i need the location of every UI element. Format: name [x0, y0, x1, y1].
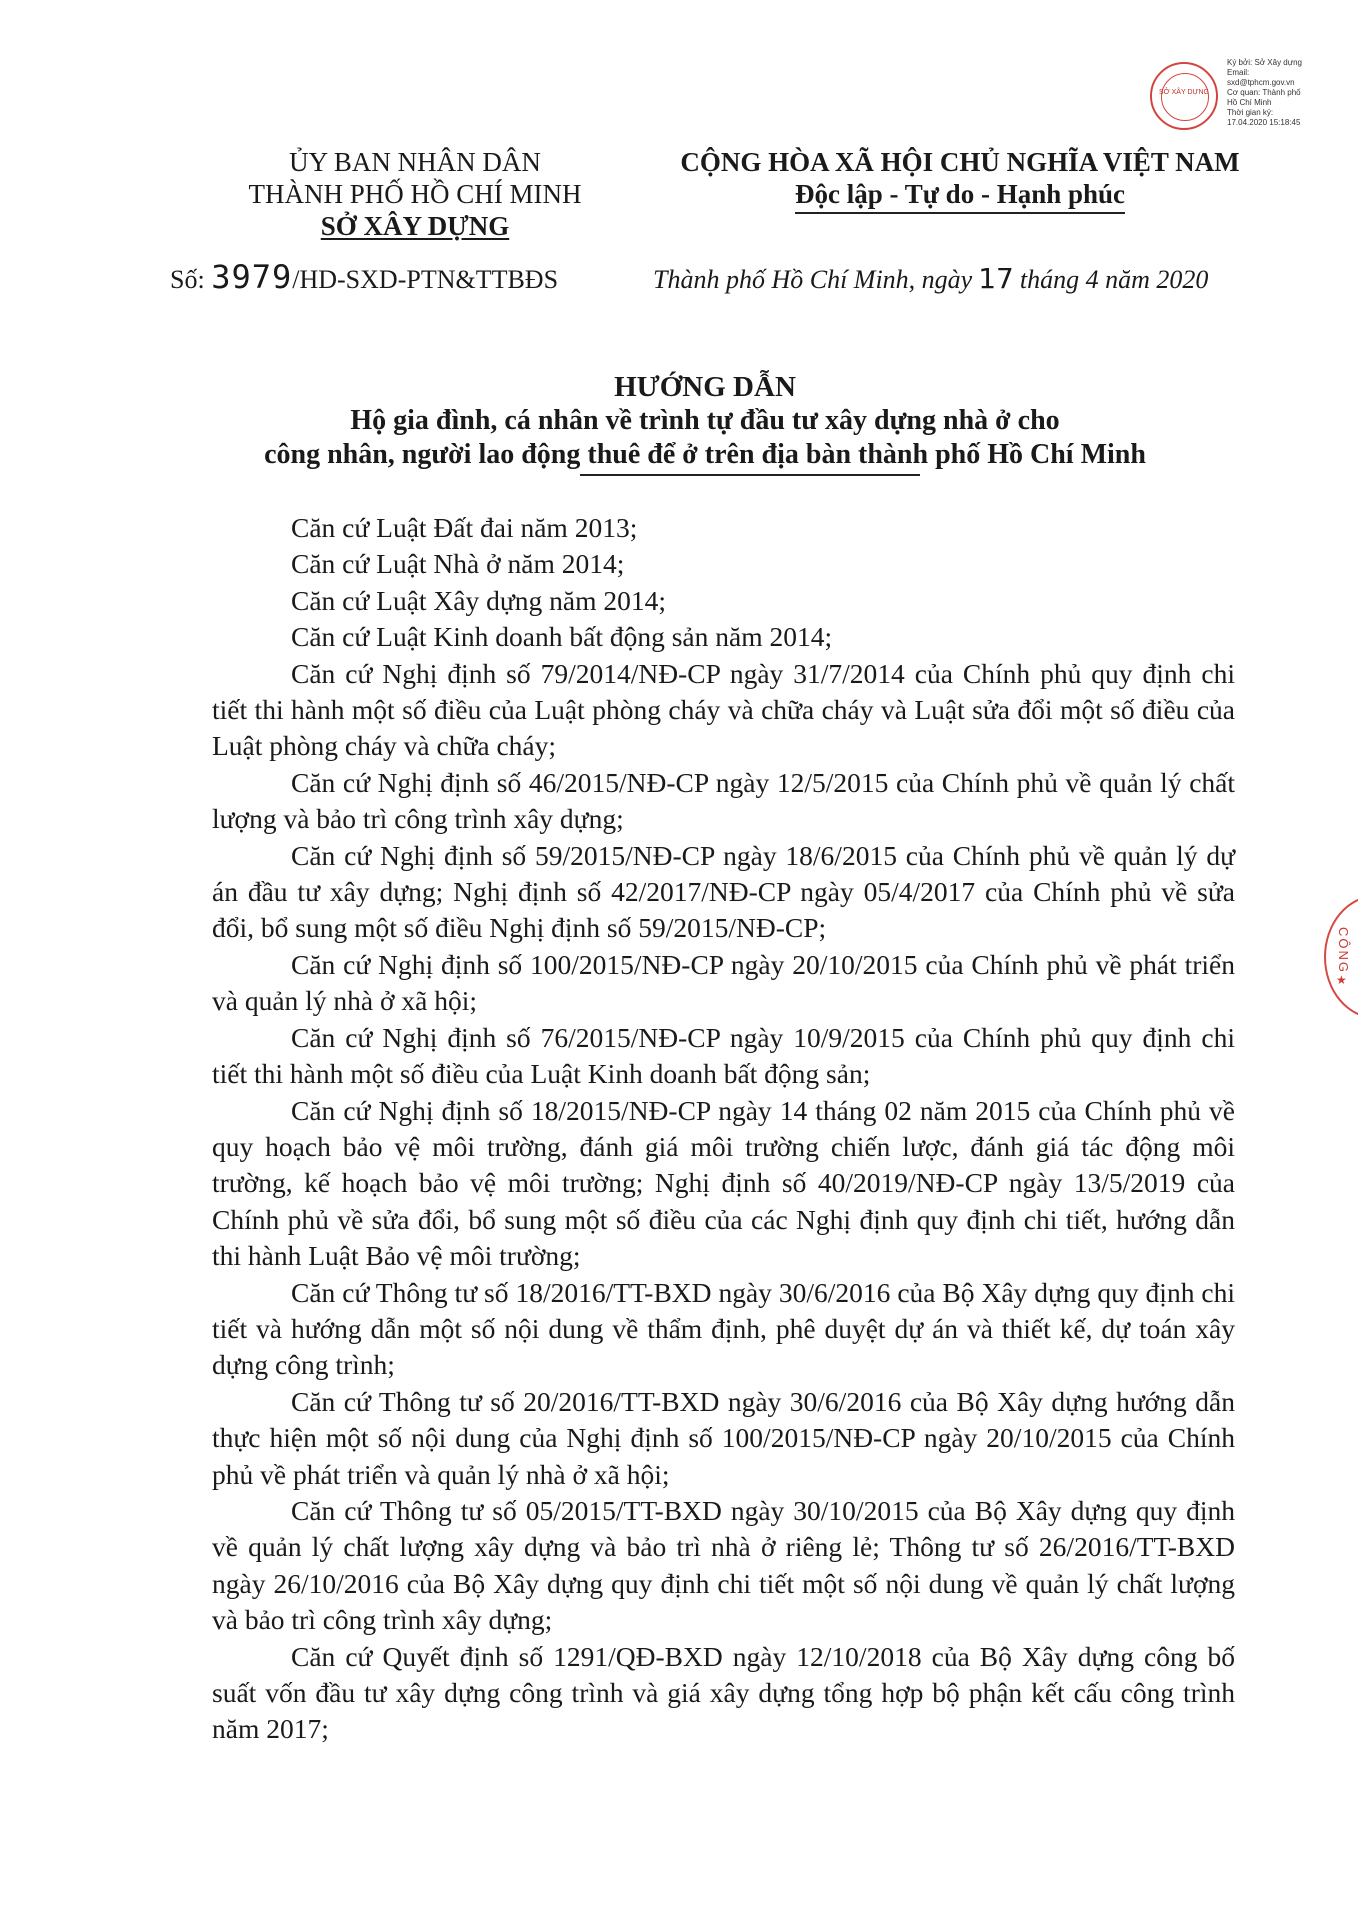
legal-basis-body [212, 510, 1235, 1748]
national-motto: Độc lập - Tự do - Hạnh phúc [795, 178, 1125, 214]
signature-info [1227, 58, 1352, 128]
legal-basis-paragraph: Căn cứ Luật Xây dựng năm 2014; [291, 584, 667, 616]
agency-line: ỦY BAN NHÂN DÂN [289, 147, 541, 177]
nation-name: CỘNG HÒA XÃ HỘI CHỦ NGHĨA VIỆT NAM [680, 147, 1240, 177]
document-number [170, 258, 558, 296]
seal-edge-text: CÔNG [1336, 927, 1351, 974]
date-day-handwritten: 17 [978, 262, 1014, 295]
legal-basis-paragraph: Căn cứ Thông tư số 18/2016/TT-BXD ngày 30/6/2016 của Bộ Xây dựng quy định chi tiết và hướng dẫn một số nội dung về thẩm định, phê duyệt dự án và thiết kế, dự toán xây dựng công trình; [212, 1276, 1235, 1381]
title-line: Hộ gia đình, cá nhân về trình tự đầu tư xây dựng nhà ở cho [350, 405, 1060, 436]
document-title [170, 370, 1240, 472]
legal-basis-paragraph: Căn cứ Nghị định số 100/2015/NĐ-CP ngày 20/10/2015 của Chính phủ về phát triển và quản lý nhà ở xã hội; [212, 948, 1235, 1017]
agency-name-text: SỞ XÂY DỰNG [320, 211, 510, 241]
agency-name [215, 210, 615, 242]
legal-basis-paragraph: Căn cứ Nghị định số 59/2015/NĐ-CP ngày 18/6/2015 của Chính phủ về quản lý dự án đầu tư xây dựng; Nghị định số 42/2017/NĐ-CP ngày 05/4/2017 của Chính phủ về sửa đổi, bổ sung một số điều Nghị định số 59/2015/NĐ-CP; [212, 839, 1235, 944]
title-underline [580, 474, 920, 476]
issue-date [653, 262, 1208, 295]
title-main: HƯỚNG DẪN [614, 371, 796, 403]
date-month-year: tháng 4 năm 2020 [1019, 265, 1209, 294]
title-line: công nhân, người lao động thuê để ở trên địa bàn thành phố Hồ Chí Minh [264, 439, 1146, 470]
signature-line: Cơ quan: Thành phố [1227, 88, 1301, 97]
seal-inner-ring [1161, 73, 1209, 121]
official-seal-partial [1324, 895, 1358, 1019]
signature-line: sxd@tphcm.gov.vn [1227, 78, 1295, 87]
signature-line: Hồ Chí Minh [1227, 98, 1272, 107]
doc-number-suffix: /HD-SXD-PTN&TTBĐS [292, 265, 559, 294]
agency-line: THÀNH PHỐ HỒ CHÍ MINH [248, 179, 582, 209]
legal-basis-paragraph: Căn cứ Nghị định số 18/2015/NĐ-CP ngày 14 tháng 02 năm 2015 của Chính phủ về quy hoạch bảo vệ môi trường, đánh giá môi trường chiến lược, đánh giá tác động môi trường, kế hoạch bảo vệ môi trường; Nghị định số 40/2019/NĐ-CP ngày 13/5/2019 của Chính phủ về sửa đổi, bổ sung một số điều của các Nghị định quy định chi tiết, hướng dẫn thi hành Luật Bảo vệ môi trường; [212, 1094, 1235, 1272]
legal-basis-paragraph: Căn cứ Thông tư số 05/2015/TT-BXD ngày 30/10/2015 của Bộ Xây dựng quy định về quản lý chất lượng xây dựng và bảo trì nhà ở riêng lẻ; Thông tư số 26/2016/TT-BXD ngày 26/10/2016 của Bộ Xây dựng quy định chi tiết một số nội dung về quản lý chất lượng và bảo trì công trình xây dựng; [212, 1494, 1235, 1636]
legal-basis-paragraph: Căn cứ Luật Đất đai năm 2013; [291, 512, 638, 543]
digital-signature-seal [1150, 62, 1218, 130]
legal-basis-paragraph: Căn cứ Nghị định số 79/2014/NĐ-CP ngày 31/7/2014 của Chính phủ quy định chi tiết thi hành một số điều của Luật phòng cháy và chữa cháy và Luật sửa đổi một số điều của Luật phòng cháy và chữa cháy; [212, 657, 1235, 762]
signature-line: Email: [1227, 68, 1250, 77]
legal-basis-paragraph: Căn cứ Thông tư số 20/2016/TT-BXD ngày 30/6/2016 của Bộ Xây dựng hướng dẫn thực hiện một số nội dung của Nghị định số 100/2015/NĐ-CP ngày 20/10/2015 của Chính phủ về phát triển và quản lý nhà ở xã hội; [212, 1385, 1235, 1490]
doc-number-handwritten: 3979 [211, 258, 293, 296]
date-place: Thành phố Hồ Chí Minh, ngày [653, 265, 973, 294]
signature-line: Ký bởi: Sở Xây dựng [1227, 58, 1302, 67]
signature-line: Thời gian ký: [1227, 108, 1274, 117]
national-header [640, 146, 1280, 214]
doc-number-prefix: Số: [170, 265, 205, 294]
star-icon: ★ [1336, 973, 1347, 987]
legal-basis-paragraph: Căn cứ Luật Kinh doanh bất động sản năm 2014; [291, 621, 833, 653]
seal-text: SỞ XÂY DỰNG [1159, 89, 1209, 96]
legal-basis-paragraph: Căn cứ Luật Nhà ở năm 2014; [291, 548, 625, 580]
issuing-agency [215, 146, 615, 242]
signature-line: 17.04.2020 15:18:45 [1227, 118, 1301, 127]
legal-basis-paragraph: Căn cứ Nghị định số 76/2015/NĐ-CP ngày 10/9/2015 của Chính phủ quy định chi tiết thi hành một số điều của Luật Kinh doanh bất động sản; [212, 1021, 1235, 1090]
legal-basis-paragraph: Căn cứ Nghị định số 46/2015/NĐ-CP ngày 12/5/2015 của Chính phủ về quản lý chất lượng và bảo trì công trình xây dựng; [212, 766, 1235, 835]
legal-basis-paragraph: Căn cứ Quyết định số 1291/QĐ-BXD ngày 12/10/2018 của Bộ Xây dựng công bố suất vốn đầu tư xây dựng công trình và giá xây dựng tổng hợp bộ phận kết cấu công trình năm 2017; [212, 1640, 1235, 1745]
